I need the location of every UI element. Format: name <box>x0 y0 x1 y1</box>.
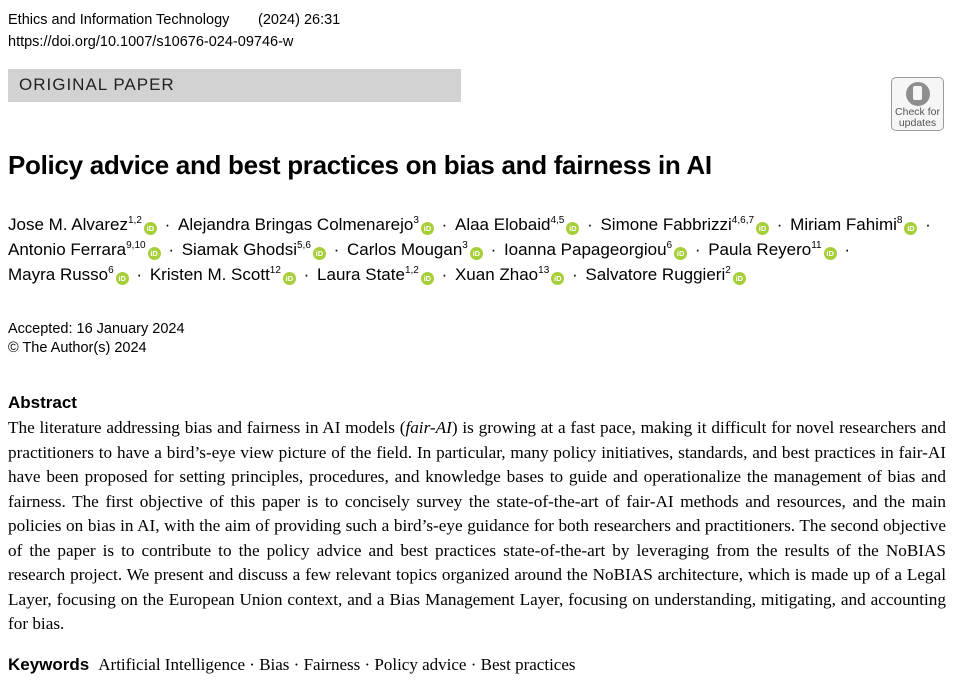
author-name-text: Simone Fabbrizzi <box>600 215 732 234</box>
orcid-icon[interactable]: iD <box>283 272 296 285</box>
keywords-label: Keywords <box>8 655 90 674</box>
author-name <box>790 215 917 234</box>
author-name <box>150 265 296 284</box>
orcid-icon[interactable]: iD <box>148 247 161 260</box>
check-for-updates-button[interactable] <box>891 77 944 131</box>
doi-link[interactable]: https://doi.org/10.1007/s10676-024-09746-w <box>8 34 294 50</box>
author-name-text: Kristen M. Scott <box>149 265 270 284</box>
orcid-icon[interactable]: iD <box>904 222 917 235</box>
author-name <box>708 240 836 259</box>
author-name-text: Mayra Russo <box>8 265 109 284</box>
orcid-icon[interactable]: iD <box>824 247 837 260</box>
abstract-part2: ) is growing at a fast pace, making it difficult for novel researchers and practitioners to have a bird’s-eye view picture of the field. In particular, many policy initiatives, standards, and best practices in fair-AI have been proposed for setting principles, procedures, and knowledge bases to guide and operationalize the management of bias and fairness. The first objective of this paper is to concisely survey the state-of-the-art of fair-AI methods and resources, and the main policies on bias in AI, with the aim of providing such a bird’s-eye guidance for both researchers and practitioners. The second objective of the paper is to contribute to the policy advice and best practices state-of-the-art by leveraging from the results of the NoBIAS research project. We present and discuss a few relevant topics organized around the NoBIAS architecture, which is made up of a Legal Layer, focusing on the European Union context, and a Bias Management Layer, focusing on understanding, mitigating, and accounting for bias. <box>8 418 946 633</box>
author-affiliation: 4,5 <box>550 215 565 226</box>
check-updates-icon <box>906 82 930 106</box>
abstract-heading: Abstract <box>8 393 77 412</box>
author-separator: · <box>690 240 706 259</box>
orcid-icon[interactable]: iD <box>733 272 746 285</box>
author-affiliation: 6 <box>666 240 673 251</box>
author-separator: · <box>131 265 147 284</box>
author-name <box>182 240 326 259</box>
author-separator: · <box>328 240 344 259</box>
author-name-text: Jose M. Alvarez <box>8 215 128 234</box>
article-type-label: ORIGINAL PAPER <box>19 75 175 94</box>
orcid-icon[interactable]: iD <box>470 247 483 260</box>
author-affiliation: 1,2 <box>128 215 142 226</box>
author-name-text: Paula Reyero <box>708 240 812 259</box>
author-separator: · <box>163 240 179 259</box>
author-affiliation: 11 <box>811 240 822 251</box>
author-name <box>317 265 434 284</box>
author-separator: · <box>436 265 452 284</box>
orcid-icon[interactable]: iD <box>116 272 129 285</box>
author-name <box>455 265 564 284</box>
orcid-icon[interactable]: iD <box>313 247 326 260</box>
author-name <box>178 215 434 234</box>
author-name <box>8 265 129 284</box>
author-separator: · <box>772 215 788 234</box>
author-name-text: Ioanna Papageorgiou <box>503 240 667 259</box>
author-name <box>347 240 483 259</box>
orcid-icon[interactable]: iD <box>674 247 687 260</box>
orcid-icon[interactable]: iD <box>421 222 434 235</box>
author-affiliation: 6 <box>108 265 114 276</box>
keywords-row <box>8 655 576 675</box>
author-affiliation: 3 <box>462 240 468 251</box>
journal-header <box>8 11 341 29</box>
orcid-icon[interactable]: iD <box>144 222 157 235</box>
author-affiliation: 4,6,7 <box>731 215 755 226</box>
copyright: © The Author(s) 2024 <box>8 340 147 356</box>
check-updates-line1: Check for <box>895 106 940 118</box>
abstract-text <box>8 416 946 637</box>
abstract-part1: The literature addressing bias and fairness in AI models ( <box>8 418 406 437</box>
author-name <box>600 215 769 234</box>
author-name-text: Salvatore Ruggieri <box>585 265 726 284</box>
author-affiliation: 5,6 <box>296 240 311 251</box>
author-affiliation: 1,2 <box>404 265 419 276</box>
author-affiliation: 8 <box>896 215 903 226</box>
orcid-icon[interactable]: iD <box>421 272 434 285</box>
author-affiliation: 13 <box>538 265 550 276</box>
author-affiliation: 2 <box>725 265 731 276</box>
author-separator: · <box>298 265 315 284</box>
author-name <box>455 215 579 234</box>
abstract-italic: fair-AI <box>405 418 452 437</box>
author-affiliation: 9,10 <box>126 240 146 251</box>
author-name <box>8 240 161 259</box>
author-name-text: Siamak Ghodsi <box>181 240 297 259</box>
paper-title: Policy advice and best practices on bias and fairness in AI <box>8 150 712 180</box>
author-affiliation: 12 <box>269 265 281 276</box>
author-name-text: Alejandra Bringas Colmenarejo <box>178 215 414 234</box>
orcid-icon[interactable]: iD <box>756 222 769 235</box>
journal-name: Ethics and Information Technology <box>8 12 230 28</box>
orcid-icon[interactable]: iD <box>551 272 564 285</box>
author-name-text: Antonio Ferrara <box>8 240 127 259</box>
author-name-text: Xuan Zhao <box>454 265 539 284</box>
article-type-band <box>8 69 461 102</box>
author-separator: · <box>920 215 931 234</box>
year-issue: (2024) 26:31 <box>258 12 341 28</box>
author-name <box>504 240 687 259</box>
author-name-text: Laura State <box>317 265 405 284</box>
author-separator: · <box>485 240 501 259</box>
author-separator: · <box>582 215 598 234</box>
check-updates-line2: updates <box>898 117 937 129</box>
author-affiliation: 3 <box>413 215 419 226</box>
keywords-list: Artificial Intelligence · Bias · Fairness · Policy advice · Best practices <box>98 655 576 674</box>
author-separator: · <box>839 240 851 259</box>
author-name-text: Alaa Elobaid <box>454 215 551 234</box>
author-name-text: Miriam Fahimi <box>790 215 897 234</box>
author-list <box>8 212 958 287</box>
accepted-date: Accepted: 16 January 2024 <box>8 321 185 337</box>
author-name <box>8 215 157 234</box>
author-separator: · <box>159 215 176 234</box>
author-separator: · <box>436 215 452 234</box>
author-name <box>585 265 745 284</box>
author-separator: · <box>567 265 583 284</box>
author-name-text: Carlos Mougan <box>347 240 463 259</box>
orcid-icon[interactable]: iD <box>566 222 579 235</box>
